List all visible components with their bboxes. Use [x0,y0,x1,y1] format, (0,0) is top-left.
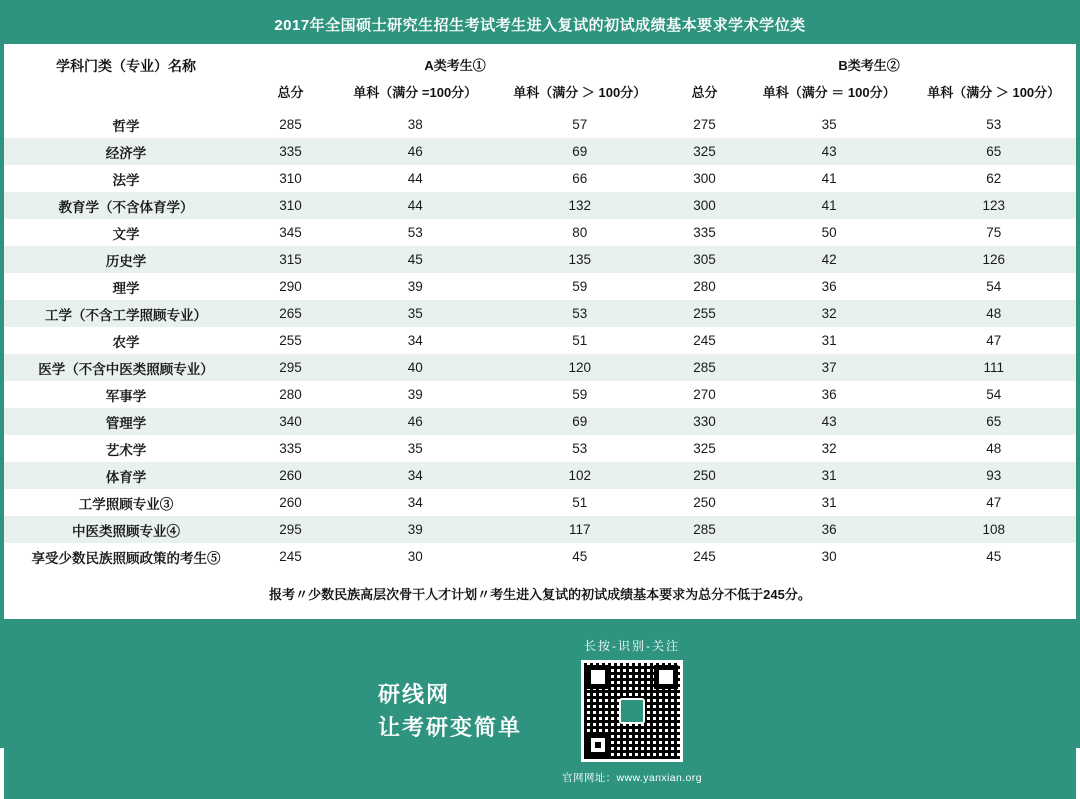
cell-b-singleover: 54 [986,279,1002,294]
cell-a-singleover: 135 [568,252,592,267]
cell-b-single100: 42 [821,252,837,267]
cell-b-singleover: 47 [986,333,1002,348]
qr-eye-bottom-left [586,733,610,757]
cell-b-total: 285 [693,360,716,375]
score-table [4,44,1076,619]
cell-b-total: 270 [693,387,716,402]
cell-b-singleover: 62 [986,171,1002,186]
row-subject-name: 医学（不含中医类照顾专业） [38,361,214,377]
cell-b-total: 330 [693,414,716,429]
cell-b-single100: 32 [821,306,837,321]
cell-a-single100: 35 [407,306,423,321]
cell-a-single100: 45 [407,252,423,267]
row-subject-name: 中医类照顾专业④ [72,523,181,539]
column-header-b-singleover: 单科（满分 ＞ 100分） [927,85,1061,100]
cell-b-total: 275 [693,117,716,132]
cell-b-single100: 43 [821,414,837,429]
table-row [4,273,1076,300]
cell-a-singleover: 45 [572,549,588,564]
score-table-area [4,44,1076,619]
cell-a-total: 290 [279,279,302,294]
cell-a-total: 280 [279,387,302,402]
cell-b-total: 285 [693,522,716,537]
row-subject-name: 理学 [112,280,140,296]
row-subject-name: 文学 [112,226,140,242]
cell-b-singleover: 45 [986,549,1002,564]
column-header-a-total: 总分 [277,85,304,100]
cell-b-single100: 36 [821,522,837,537]
table-row [4,408,1076,435]
cell-a-singleover: 57 [572,117,588,132]
row-subject-name: 教育学（不含体育学） [58,199,194,215]
cell-b-total: 245 [693,549,716,564]
cell-a-single100: 38 [407,117,423,132]
table-column-header-row [4,78,1076,111]
footer-banner [4,623,1076,799]
table-row [4,435,1076,462]
column-header-spacer [4,78,248,111]
cell-a-singleover: 53 [572,441,588,456]
official-site-url: 官网网址：www.yanxian.org [562,772,702,784]
cell-b-singleover: 65 [986,144,1002,159]
cell-b-total: 325 [693,144,716,159]
cell-a-total: 335 [279,441,302,456]
row-subject-name: 艺术学 [105,442,147,458]
cell-a-singleover: 59 [572,387,588,402]
cell-b-single100: 31 [821,468,837,483]
cell-b-singleover: 108 [982,522,1005,537]
cell-a-total: 260 [279,495,302,510]
cell-b-single100: 43 [821,144,837,159]
cell-b-single100: 37 [821,360,837,375]
brand-block [378,678,522,744]
column-header-a-single100: 单科（满分 =100分） [353,85,478,100]
cell-a-singleover: 69 [572,414,588,429]
cell-a-singleover: 66 [572,171,588,186]
cell-a-total: 295 [279,360,302,375]
table-row [4,246,1076,273]
row-subject-name: 体育学 [105,469,147,485]
row-subject-name: 历史学 [105,253,147,269]
cell-a-single100: 35 [407,441,423,456]
column-header-b-single100: 单科（满分 ＝ 100分） [762,85,896,100]
cell-b-singleover: 65 [986,414,1002,429]
cell-a-single100: 46 [407,144,423,159]
row-subject-name: 工学（不含工学照顾专业） [45,307,208,323]
cell-a-single100: 34 [407,468,423,483]
table-row [4,300,1076,327]
cell-a-total: 285 [279,117,302,132]
cell-a-singleover: 117 [568,522,591,537]
cell-b-total: 255 [693,306,716,321]
row-subject-name: 哲学 [112,118,140,134]
qr-caption: 长按-识别-关注 [584,639,680,653]
cell-a-singleover: 51 [572,333,588,348]
table-row [4,138,1076,165]
cell-a-total: 245 [279,549,302,564]
cell-a-total: 310 [279,171,302,186]
page-title: 2017年全国硕士研究生招生考试考生进入复试的初试成绩基本要求学术学位类 [274,16,806,34]
cell-b-singleover: 126 [982,252,1005,267]
table-row [4,489,1076,516]
cell-b-total: 250 [693,495,716,510]
group-header-b: B类考生② [838,57,900,73]
column-header-a-singleover: 单科（满分 ＞ 100分） [513,85,647,100]
cell-b-singleover: 48 [986,441,1002,456]
column-header-b-total: 总分 [691,85,718,100]
cell-a-total: 335 [279,144,302,159]
cell-b-singleover: 123 [982,198,1005,213]
page-title-bar [4,4,1076,44]
cell-b-single100: 30 [821,549,837,564]
cell-b-singleover: 47 [986,495,1002,510]
cell-a-singleover: 132 [568,198,592,213]
group-header-a: A类考生① [424,57,486,73]
brand-slogan: 让考研变简单 [378,715,523,740]
brand-name: 研线网 [378,682,451,707]
cell-b-singleover: 48 [986,306,1002,321]
cell-a-singleover: 102 [568,468,592,483]
table-note: 报考〃少数民族高层次骨干人才计划〃考生进入复试的初试成绩基本要求为总分不低于245分。 [269,587,811,602]
row-subject-name: 农学 [112,334,140,350]
cell-b-single100: 41 [821,198,837,213]
cell-a-total: 255 [279,333,302,348]
qr-code-image [584,663,680,759]
table-row [4,381,1076,408]
table-row [4,219,1076,246]
cell-a-singleover: 53 [572,306,588,321]
cell-a-single100: 39 [407,522,423,537]
row-subject-name: 管理学 [105,415,147,431]
cell-a-total: 345 [279,225,302,240]
cell-a-single100: 44 [407,171,423,186]
cell-a-singleover: 51 [572,495,588,510]
cell-a-single100: 30 [407,549,423,564]
cell-b-total: 325 [693,441,716,456]
table-row [4,327,1076,354]
cell-b-singleover: 93 [986,468,1002,483]
cell-b-total: 245 [693,333,716,348]
cell-b-singleover: 111 [983,360,1004,375]
cell-a-single100: 46 [407,414,423,429]
cell-a-total: 260 [279,468,302,483]
cell-b-single100: 36 [821,279,837,294]
row-subject-name: 经济学 [105,145,147,161]
cell-b-total: 300 [693,198,716,213]
column-header-subject: 学科门类（专业）名称 [56,58,197,74]
table-row [4,462,1076,489]
cell-b-total: 335 [693,225,716,240]
table-row [4,111,1076,138]
cell-a-single100: 39 [407,279,423,294]
cell-a-single100: 40 [407,360,423,375]
cell-a-total: 265 [279,306,302,321]
cell-a-total: 295 [279,522,302,537]
qr-code[interactable] [581,660,683,762]
cell-a-singleover: 59 [572,279,588,294]
cell-a-total: 315 [279,252,302,267]
table-row [4,165,1076,192]
cell-a-total: 340 [279,414,302,429]
cell-a-total: 310 [279,198,302,213]
cell-a-singleover: 120 [568,360,592,375]
cell-b-total: 250 [693,468,716,483]
row-subject-name: 工学照顾专业③ [78,496,174,512]
cell-b-singleover: 75 [986,225,1002,240]
table-row [4,354,1076,381]
cell-b-single100: 31 [821,495,837,510]
cell-a-single100: 53 [407,225,423,240]
cell-a-single100: 34 [407,495,423,510]
cell-b-single100: 50 [821,225,837,240]
row-subject-name: 军事学 [105,388,147,404]
row-subject-name: 享受少数民族照顾政策的考生⑤ [31,550,221,566]
cell-b-total: 280 [693,279,716,294]
qr-center-logo [619,698,645,724]
cell-b-single100: 31 [821,333,837,348]
row-subject-name: 法学 [112,172,140,188]
table-note-row [4,570,1076,619]
cell-a-single100: 39 [407,387,423,402]
cell-b-total: 300 [693,171,716,186]
cell-b-singleover: 53 [986,117,1002,132]
cell-b-single100: 35 [821,117,837,132]
table-group-header-row [4,44,1076,78]
cell-a-single100: 44 [407,198,423,213]
cell-b-total: 305 [693,252,716,267]
cell-a-single100: 34 [407,333,423,348]
table-row [4,192,1076,219]
table-row [4,516,1076,543]
cell-a-singleover: 69 [572,144,588,159]
cell-b-single100: 36 [821,387,837,402]
cell-b-single100: 32 [821,441,837,456]
table-row [4,543,1076,570]
cell-b-singleover: 54 [986,387,1002,402]
cell-b-single100: 41 [821,171,837,186]
qr-block [562,637,702,785]
cell-a-singleover: 80 [572,225,588,240]
